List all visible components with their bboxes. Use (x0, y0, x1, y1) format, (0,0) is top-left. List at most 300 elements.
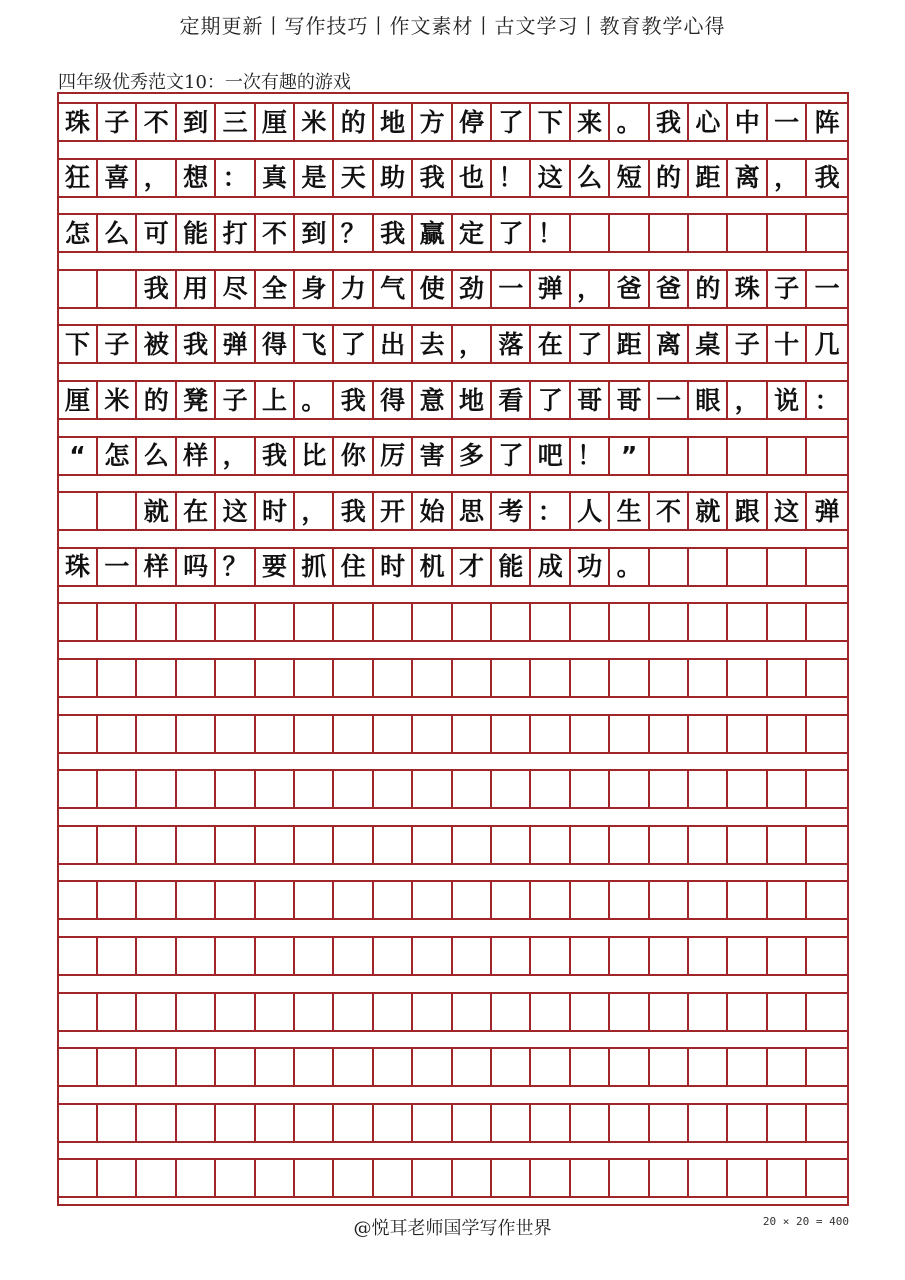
grid-cell: 要 (256, 549, 295, 585)
grid-cell (217, 771, 256, 807)
grid-cell: 生 (611, 493, 650, 529)
grid-cell: ！ (571, 438, 610, 474)
grid-cell (453, 771, 492, 807)
grid-cell (571, 660, 610, 696)
grid-cell: 来 (571, 104, 610, 140)
grid-cell (256, 938, 295, 974)
grid-cell (571, 1049, 610, 1085)
grid-cell (98, 938, 137, 974)
grid-cell (217, 1105, 256, 1141)
grid-cell (611, 771, 650, 807)
grid-cell (256, 716, 295, 752)
grid-cell: ： (814, 385, 840, 415)
grid-row (59, 769, 847, 809)
grid-cell (689, 771, 728, 807)
grid-cell: 不 (256, 215, 295, 251)
grid-cell (295, 938, 334, 974)
grid-cell (571, 1160, 610, 1196)
grid-cell (59, 660, 98, 696)
grid-cell (256, 660, 295, 696)
grid-cell: 我 (374, 215, 413, 251)
grid-cell (650, 604, 689, 640)
grid-cell (256, 771, 295, 807)
grid-row (59, 1047, 847, 1087)
grid-cell: 时 (256, 493, 295, 529)
grid-cell: 真 (256, 160, 295, 196)
grid-cell: 吗 (177, 549, 216, 585)
grid-cell (374, 938, 413, 974)
grid-cell (59, 1160, 98, 1196)
grid-cell: 也 (453, 160, 492, 196)
grid-cell: 就 (689, 493, 728, 529)
grid-cell (98, 882, 137, 918)
grid-cell (768, 660, 807, 696)
grid-cell (532, 827, 571, 863)
grid-cell: 抓 (295, 549, 334, 585)
grid-cell (729, 1105, 768, 1141)
grid-cell: 心 (689, 104, 728, 140)
grid-cell (571, 994, 610, 1030)
grid-cell: 一 (492, 271, 531, 307)
grid-cell (689, 438, 728, 474)
grid-cell (492, 771, 531, 807)
grid-cell (453, 1160, 492, 1196)
grid-cell: 天 (335, 160, 374, 196)
grid-cell (414, 716, 453, 752)
grid-row (59, 992, 847, 1032)
grid-cell (335, 1105, 374, 1141)
grid-cell: 中 (729, 104, 768, 140)
grid-cell (650, 827, 689, 863)
grid-cell (808, 660, 847, 696)
grid-cell: 停 (453, 104, 492, 140)
grid-row (59, 1158, 847, 1198)
grid-cell: 十 (768, 326, 807, 362)
grid-cell (492, 1105, 531, 1141)
grid-cell: 厉 (374, 438, 413, 474)
grid-row (59, 380, 847, 420)
grid-cell: 了 (532, 382, 571, 418)
grid-cell: 了 (492, 104, 531, 140)
grid-cell (138, 660, 177, 696)
grid-cell (689, 827, 728, 863)
grid-cell: ？ (335, 215, 374, 251)
grid-cell (532, 882, 571, 918)
grid-cell: 的 (138, 382, 177, 418)
grid-cell (177, 827, 216, 863)
grid-cell (729, 716, 768, 752)
grid-cell (138, 771, 177, 807)
grid-cell (650, 1049, 689, 1085)
grid-cell: 方 (414, 104, 453, 140)
grid-cell (453, 994, 492, 1030)
grid-cell (492, 660, 531, 696)
grid-cell: 使 (414, 271, 453, 307)
grid-row (59, 1103, 847, 1143)
grid-cell: 能 (177, 215, 216, 251)
grid-cell (571, 882, 610, 918)
grid-cell (217, 660, 256, 696)
grid-cell (689, 660, 728, 696)
grid-cell: ， (138, 160, 177, 196)
grid-cell (768, 771, 807, 807)
grid-cell: “ (59, 438, 98, 474)
grid-cell: 我 (335, 493, 374, 529)
grid-cell (611, 1105, 650, 1141)
grid-cell: 短 (611, 160, 650, 196)
grid-cell (374, 1160, 413, 1196)
grid-cell (650, 1160, 689, 1196)
grid-cell (492, 827, 531, 863)
grid-cell: 桌 (689, 326, 728, 362)
grid-cell (335, 604, 374, 640)
grid-cell (217, 938, 256, 974)
grid-cell (217, 827, 256, 863)
grid-cell (689, 938, 728, 974)
grid-row (59, 324, 847, 364)
grid-cell (374, 604, 413, 640)
grid-cell: 了 (571, 326, 610, 362)
grid-cell (138, 938, 177, 974)
grid-cell (729, 771, 768, 807)
grid-cell: 么 (571, 160, 610, 196)
grid-cell: ， (453, 326, 492, 362)
grid-cell: 害 (414, 438, 453, 474)
grid-cell (98, 1049, 137, 1085)
grid-cell (138, 1160, 177, 1196)
grid-cell (611, 716, 650, 752)
grid-cell (295, 716, 334, 752)
grid-cell (138, 1049, 177, 1085)
document-title: 四年级优秀范文10：一次有趣的游戏 (58, 72, 351, 93)
grid-count: 20 × 20 = 400 (762, 1215, 849, 1228)
grid-cell (256, 1105, 295, 1141)
grid-cell (335, 716, 374, 752)
grid-cell (217, 882, 256, 918)
grid-cell (650, 771, 689, 807)
grid-cell: 赢 (414, 215, 453, 251)
grid-cell (98, 771, 137, 807)
grid-cell (138, 827, 177, 863)
grid-cell (571, 716, 610, 752)
grid-cell: 可 (138, 215, 177, 251)
grid-cell: 到 (177, 104, 216, 140)
grid-cell (335, 882, 374, 918)
grid-cell: 全 (256, 271, 295, 307)
grid-cell (295, 827, 334, 863)
grid-cell (768, 882, 807, 918)
grid-cell (768, 215, 807, 251)
grid-cell: 想 (177, 160, 216, 196)
grid-cell (650, 438, 689, 474)
grid-cell (768, 716, 807, 752)
grid-cell: 一 (814, 274, 840, 304)
grid-cell: 思 (453, 493, 492, 529)
grid-cell (374, 716, 413, 752)
header-banner: 定期更新丨写作技巧丨作文素材丨古文学习丨教育教学心得 (179, 14, 726, 38)
grid-cell (453, 827, 492, 863)
grid-cell (689, 549, 728, 585)
grid-cell: 一 (650, 382, 689, 418)
grid-cell: 开 (374, 493, 413, 529)
grid-cell (532, 938, 571, 974)
grid-row (59, 491, 847, 531)
grid-cell: 了 (492, 438, 531, 474)
grid-cell (571, 1105, 610, 1141)
grid-cell (808, 438, 847, 474)
grid-cell (650, 716, 689, 752)
grid-cell (138, 882, 177, 918)
grid-cell: 我 (414, 160, 453, 196)
grid-row (59, 436, 847, 476)
grid-cell: 。 (611, 549, 650, 585)
grid-cell (808, 771, 847, 807)
grid-cell (177, 994, 216, 1030)
grid-cell (335, 1049, 374, 1085)
grid-cell (571, 827, 610, 863)
grid-cell (729, 882, 768, 918)
grid-cell (492, 1049, 531, 1085)
grid-cell (177, 771, 216, 807)
grid-cell (768, 1160, 807, 1196)
grid-cell (177, 716, 216, 752)
grid-cell: 是 (295, 160, 334, 196)
grid-cell: 得 (374, 382, 413, 418)
grid-row (59, 213, 847, 253)
grid-cell: 在 (532, 326, 571, 362)
grid-cell: 尽 (217, 271, 256, 307)
grid-cell (492, 716, 531, 752)
grid-cell (729, 215, 768, 251)
grid-cell: ” (611, 438, 650, 474)
grid-cell (808, 604, 847, 640)
grid-cell: 人 (571, 493, 610, 529)
grid-cell: 力 (335, 271, 374, 307)
grid-cell: 怎 (59, 215, 98, 251)
grid-cell (532, 660, 571, 696)
grid-cell: ！ (532, 215, 571, 251)
grid-cell (374, 994, 413, 1030)
grid-cell: 落 (492, 326, 531, 362)
grid-cell (295, 771, 334, 807)
grid-cell: 地 (453, 382, 492, 418)
grid-cell (374, 882, 413, 918)
grid-cell: 爸 (611, 271, 650, 307)
grid-cell: 身 (295, 271, 334, 307)
grid-cell: 时 (374, 549, 413, 585)
grid-cell: 意 (414, 382, 453, 418)
grid-cell: 不 (138, 104, 177, 140)
grid-cell (808, 1105, 847, 1141)
grid-cell (611, 827, 650, 863)
grid-cell: 了 (492, 215, 531, 251)
grid-cell: 定 (453, 215, 492, 251)
grid-cell (808, 938, 847, 974)
grid-cell (611, 1160, 650, 1196)
grid-cell (689, 716, 728, 752)
grid-cell (335, 660, 374, 696)
grid-cell (689, 1105, 728, 1141)
grid-cell: 用 (177, 271, 216, 307)
grid-cell: 下 (59, 326, 98, 362)
grid-cell: ， (768, 160, 807, 196)
grid-cell (256, 882, 295, 918)
grid-cell (768, 938, 807, 974)
grid-cell: 说 (768, 382, 807, 418)
grid-cell (768, 994, 807, 1030)
grid-cell: 狂 (59, 160, 98, 196)
grid-cell: ： (217, 160, 256, 196)
grid-cell (611, 994, 650, 1030)
grid-cell: 怎 (98, 438, 137, 474)
grid-cell: 我 (177, 326, 216, 362)
grid-cell: 哥 (611, 382, 650, 418)
grid-cell (217, 716, 256, 752)
grid-cell (98, 604, 137, 640)
grid-cell: 你 (335, 438, 374, 474)
grid-cell (532, 1160, 571, 1196)
grid-cell (768, 1105, 807, 1141)
grid-cell (256, 827, 295, 863)
grid-cell: 厘 (59, 382, 98, 418)
grid-cell (177, 604, 216, 640)
grid-cell: 这 (532, 160, 571, 196)
grid-cell (689, 604, 728, 640)
grid-cell (374, 771, 413, 807)
grid-cell: 多 (453, 438, 492, 474)
grid-cell (729, 604, 768, 640)
grid-cell: 比 (295, 438, 334, 474)
grid-cell: 了 (335, 326, 374, 362)
grid-cell (453, 604, 492, 640)
grid-cell (492, 994, 531, 1030)
grid-cell (611, 938, 650, 974)
grid-cell: 被 (138, 326, 177, 362)
grid-cell (414, 827, 453, 863)
grid-cell (177, 938, 216, 974)
composition-grid (57, 92, 849, 1206)
grid-cell (808, 882, 847, 918)
grid-cell: 我 (138, 271, 177, 307)
grid-cell: 喜 (98, 160, 137, 196)
grid-cell (768, 1049, 807, 1085)
grid-cell: 成 (532, 549, 571, 585)
grid-cell (650, 1105, 689, 1141)
grid-cell: 么 (98, 215, 137, 251)
grid-cell (98, 660, 137, 696)
grid-cell (768, 438, 807, 474)
grid-cell (177, 1160, 216, 1196)
grid-cell (492, 938, 531, 974)
grid-cell (571, 771, 610, 807)
grid-cell (768, 827, 807, 863)
grid-cell (138, 604, 177, 640)
grid-cell (492, 1160, 531, 1196)
grid-cell (414, 938, 453, 974)
grid-cell (808, 994, 847, 1030)
grid-cell: ， (571, 271, 610, 307)
grid-row (59, 714, 847, 754)
grid-cell: 气 (374, 271, 413, 307)
grid-cell (689, 1049, 728, 1085)
grid-cell: 离 (650, 326, 689, 362)
grid-cell (374, 1105, 413, 1141)
grid-cell: 珠 (729, 271, 768, 307)
grid-cell (217, 994, 256, 1030)
grid-cell: 哥 (571, 382, 610, 418)
grid-cell: ， (295, 493, 334, 529)
grid-cell: 这 (768, 493, 807, 529)
grid-cell (295, 660, 334, 696)
grid-cell (414, 994, 453, 1030)
grid-cell: 一 (98, 549, 137, 585)
grid-cell: 能 (492, 549, 531, 585)
grid-row (59, 602, 847, 642)
grid-cell (138, 1105, 177, 1141)
grid-cell (571, 938, 610, 974)
grid-cell (808, 1160, 847, 1196)
grid-cell: 的 (689, 271, 728, 307)
grid-cell: 就 (138, 493, 177, 529)
grid-cell (217, 1049, 256, 1085)
grid-cell (217, 604, 256, 640)
grid-cell: 。 (611, 104, 650, 140)
grid-cell (217, 1160, 256, 1196)
grid-cell: 看 (492, 382, 531, 418)
grid-cell: 子 (217, 382, 256, 418)
grid-cell (59, 271, 98, 307)
grid-cell (453, 1049, 492, 1085)
grid-cell (532, 604, 571, 640)
grid-row (59, 158, 847, 198)
grid-cell: 得 (256, 326, 295, 362)
grid-cell: 去 (414, 326, 453, 362)
grid-cell (808, 215, 847, 251)
grid-cell (98, 827, 137, 863)
grid-cell: 劲 (453, 271, 492, 307)
grid-cell: 不 (650, 493, 689, 529)
grid-cell (808, 1049, 847, 1085)
grid-cell (98, 716, 137, 752)
grid-cell (256, 1049, 295, 1085)
grid-cell (59, 994, 98, 1030)
grid-cell (59, 1049, 98, 1085)
grid-cell (571, 215, 610, 251)
grid-cell (532, 994, 571, 1030)
grid-row (59, 269, 847, 309)
grid-cell: 珠 (59, 549, 98, 585)
grid-cell: 我 (256, 438, 295, 474)
grid-cell: 样 (177, 438, 216, 474)
grid-cell (98, 1105, 137, 1141)
grid-cell (295, 1160, 334, 1196)
grid-cell: 的 (650, 160, 689, 196)
grid-cell: 考 (492, 493, 531, 529)
grid-cell (729, 994, 768, 1030)
grid-cell (59, 771, 98, 807)
grid-cell: 吧 (532, 438, 571, 474)
grid-cell (295, 604, 334, 640)
grid-cell: 凳 (177, 382, 216, 418)
grid-cell: 阵 (814, 107, 840, 137)
grid-cell (138, 994, 177, 1030)
grid-cell: 米 (295, 104, 334, 140)
grid-cell (414, 771, 453, 807)
grid-cell: 三 (217, 104, 256, 140)
grid-cell: 下 (532, 104, 571, 140)
grid-cell (256, 1160, 295, 1196)
grid-cell: ！ (492, 160, 531, 196)
